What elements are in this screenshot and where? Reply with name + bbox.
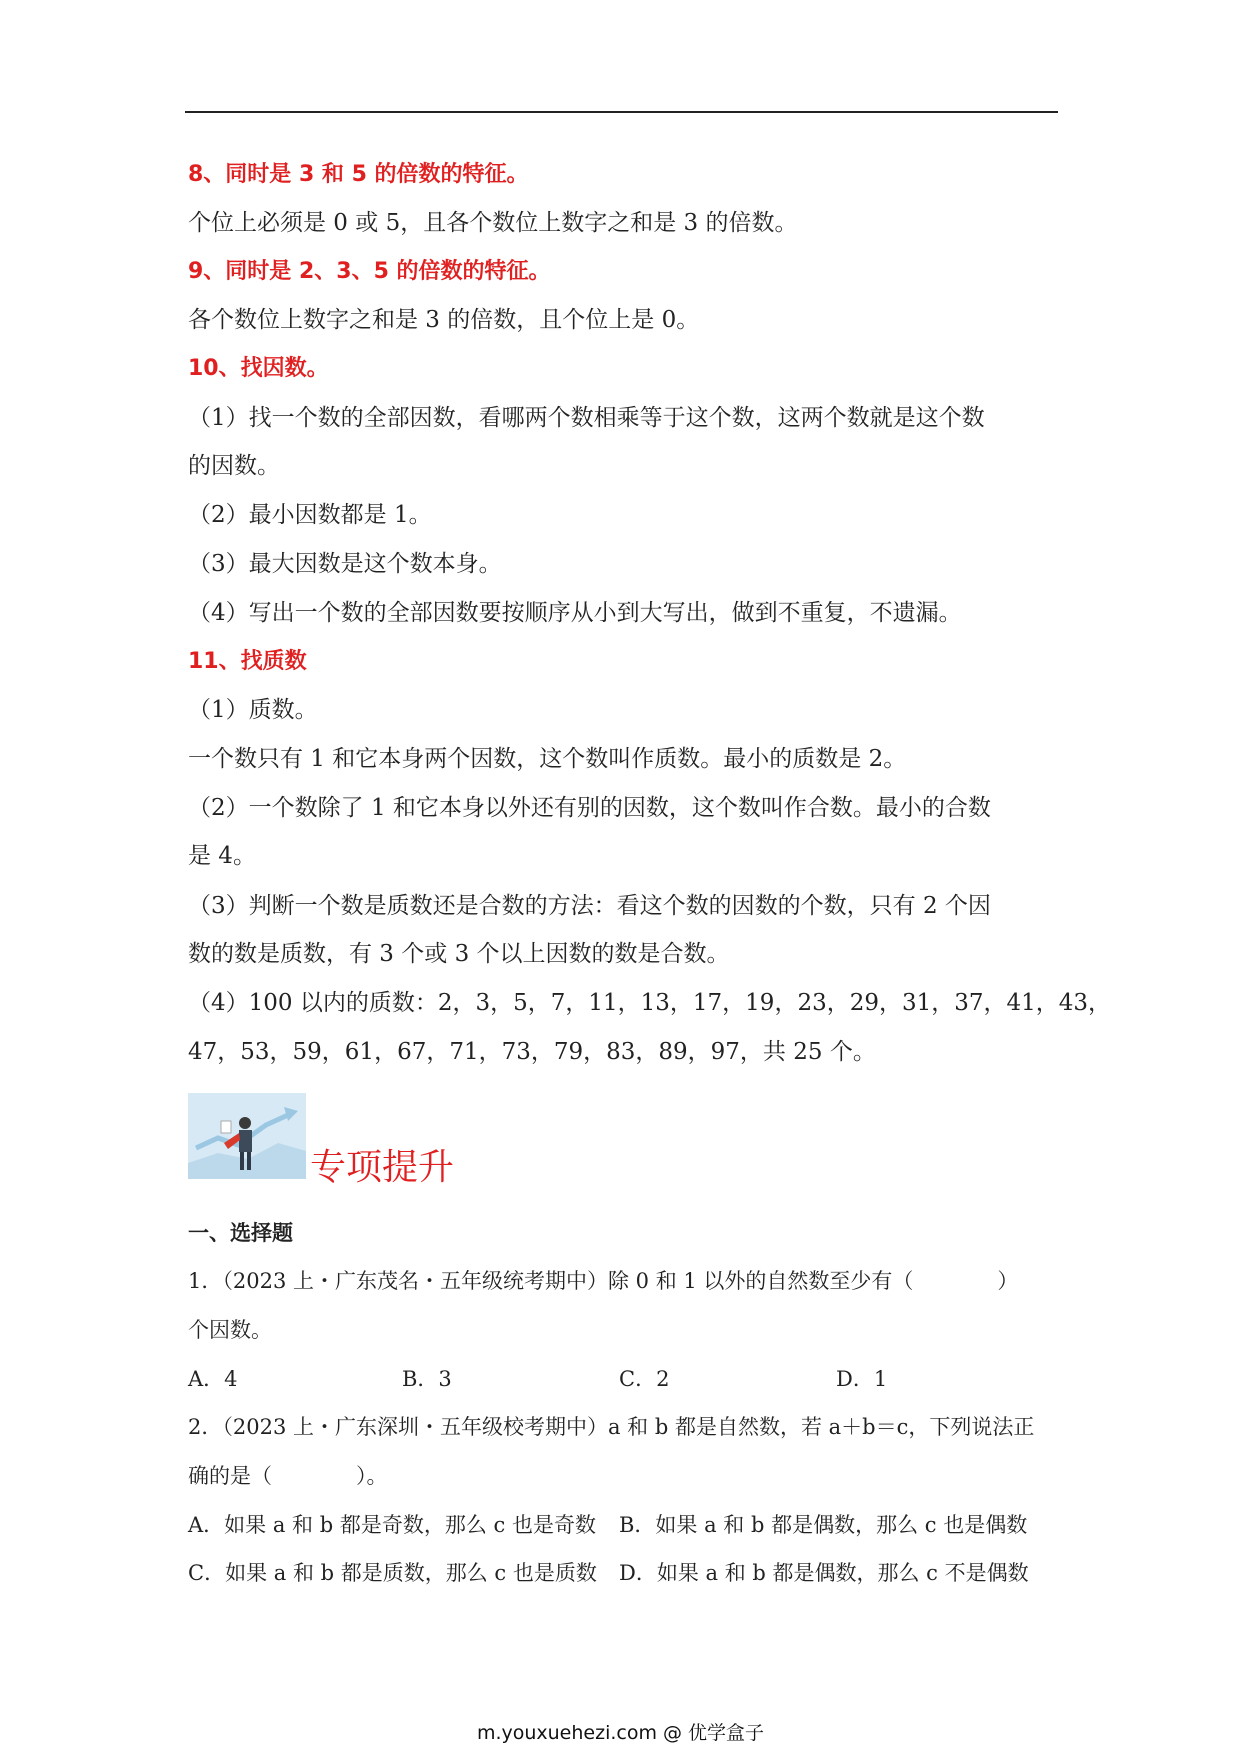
paragraph-11-4b: 47，53，59，61，67，71，73，79，83，89，97，共 25 个。 bbox=[188, 1039, 876, 1065]
question-2-option-d: D．如果 a 和 b 都是偶数，那么 c 不是偶数 bbox=[619, 1561, 1029, 1585]
paragraph-11-1b: 一个数只有 1 和它本身两个因数，这个数叫作质数。最小的质数是 2。 bbox=[188, 746, 907, 772]
question-2-line2: 确的是（ ）。 bbox=[188, 1464, 388, 1488]
question-1-option-b: B．3 bbox=[402, 1367, 452, 1391]
paragraph-11-3a: （3）判断一个数是质数还是合数的方法：看这个数的因数的个数，只有 2 个因 bbox=[188, 893, 991, 919]
banner-illustration bbox=[188, 1093, 306, 1179]
paragraph-10-1a: （1）找一个数的全部因数，看哪两个数相乘等于这个数，这两个数就是这个数 bbox=[188, 405, 985, 431]
heading-9: 9、同时是 2、3、5 的倍数的特征。 bbox=[188, 259, 551, 284]
paragraph-8: 个位上必须是 0 或 5，且各个数位上数字之和是 3 的倍数。 bbox=[188, 210, 798, 236]
paragraph-10-3: （3）最大因数是这个数本身。 bbox=[188, 551, 502, 577]
question-2-line1: 2．（2023 上・广东深圳・五年级校考期中）a 和 b 都是自然数，若 a＋b＝c，下列说法正 bbox=[188, 1415, 1035, 1439]
header-rule bbox=[185, 111, 1058, 113]
paragraph-10-1b: 的因数。 bbox=[188, 453, 280, 479]
heading-8: 8、同时是 3 和 5 的倍数的特征。 bbox=[188, 162, 529, 187]
question-2-option-c: C．如果 a 和 b 都是质数，那么 c 也是质数 bbox=[188, 1561, 597, 1585]
question-2-option-b: B．如果 a 和 b 都是偶数，那么 c 也是偶数 bbox=[619, 1513, 1028, 1537]
heading-10: 10、找因数。 bbox=[188, 356, 329, 381]
question-2-option-a: A．如果 a 和 b 都是奇数，那么 c 也是奇数 bbox=[188, 1513, 596, 1537]
paragraph-10-4: （4）写出一个数的全部因数要按顺序从小到大写出，做到不重复，不遗漏。 bbox=[188, 600, 962, 626]
question-1-option-a: A．4 bbox=[188, 1367, 238, 1391]
footer-watermark: m.youxuehezi.com @ 优学盒子 bbox=[476, 1722, 765, 1744]
heading-11: 11、找质数 bbox=[188, 649, 307, 674]
paragraph-10-2: （2）最小因数都是 1。 bbox=[188, 502, 432, 528]
paragraph-11-2b: 是 4。 bbox=[188, 843, 256, 869]
exercise-section-title: 一、选择题 bbox=[188, 1221, 293, 1245]
paragraph-11-2a: （2）一个数除了 1 和它本身以外还有别的因数，这个数叫作合数。最小的合数 bbox=[188, 795, 991, 821]
banner-title: 专项提升 bbox=[310, 1147, 455, 1188]
paragraph-11-3b: 数的数是质数，有 3 个或 3 个以上因数的数是合数。 bbox=[188, 941, 730, 967]
question-1-line1: 1．（2023 上・广东茂名・五年级统考期中）除 0 和 1 以外的自然数至少有（ ） bbox=[188, 1269, 1019, 1293]
question-1-option-d: D．1 bbox=[836, 1367, 888, 1391]
paragraph-11-1: （1）质数。 bbox=[188, 697, 318, 723]
question-1-option-c: C．2 bbox=[619, 1367, 670, 1391]
paragraph-9: 各个数位上数字之和是 3 的倍数，且个位上是 0。 bbox=[188, 307, 700, 333]
question-1-line2: 个因数。 bbox=[188, 1318, 272, 1342]
paragraph-11-4a: （4）100 以内的质数：2，3，5，7，11，13，17，19，23，29，31，37，41，43， bbox=[188, 990, 1112, 1016]
